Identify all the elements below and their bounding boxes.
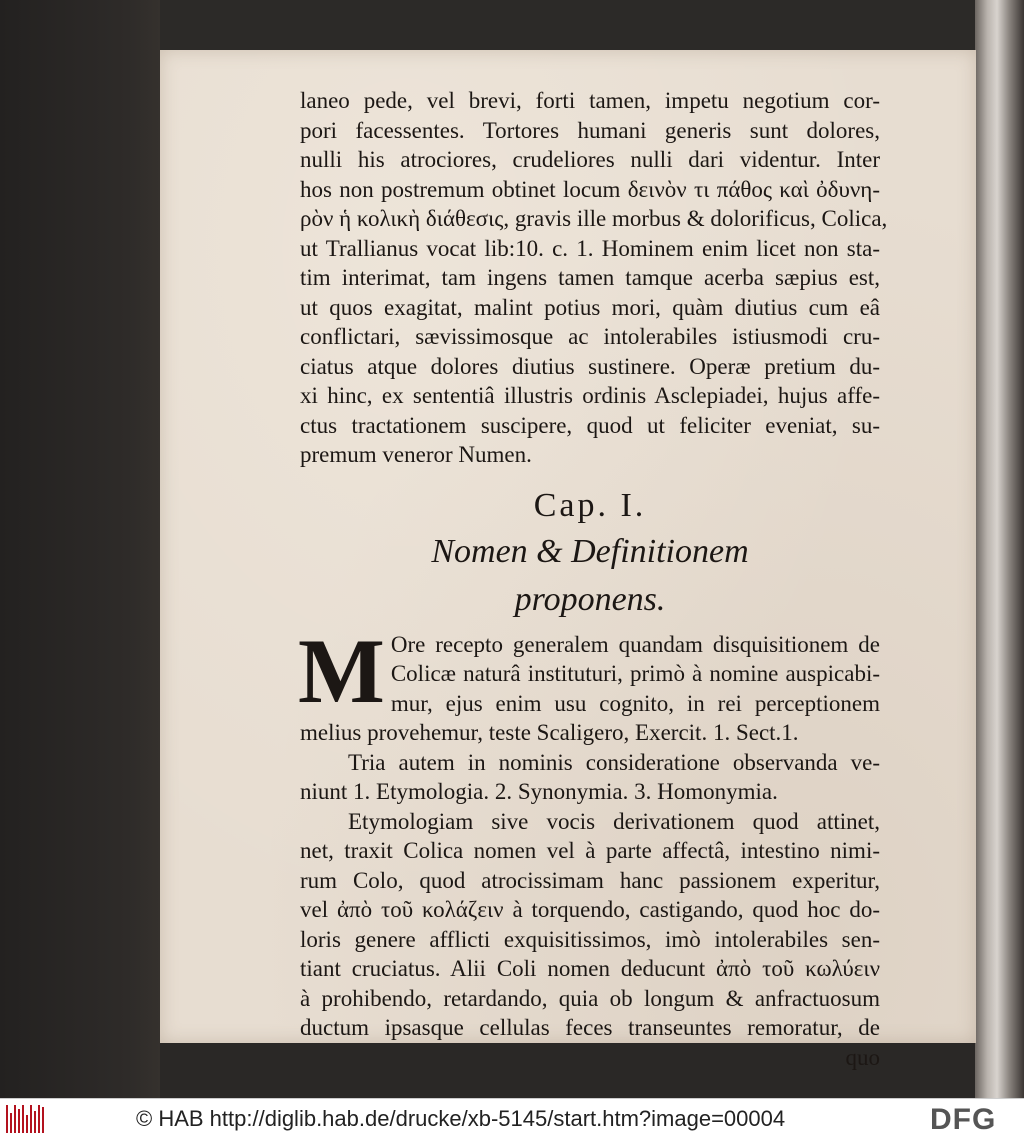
text-line: Colicæ naturâ instituturi, primò à nomine auspicabi- (390, 661, 880, 686)
text-line: hos non postremum obtinet locum δεινὸν τι πάθος καὶ ὀδυνη- (300, 176, 880, 202)
text-line: vel ἀπὸ τοῦ κολάζειν à torquendo, castigando, quod hoc do- (300, 897, 880, 922)
text-line: rum Colo, quod atrocissimam hanc passionem experitur, (300, 867, 880, 893)
hab-barcode-logo-icon (6, 1105, 46, 1133)
scan-background-top (160, 0, 980, 52)
text-line: xi hinc, ex sententiâ illustris ordinis Asclepiadei, hujus affe- (300, 383, 880, 408)
text-line: melius provehemur, teste Scaligero, Exercit. 1. Sect.1. (300, 720, 799, 745)
text-line: ctus tractationem suscipere, quod ut feliciter eveniat, su- (300, 412, 880, 438)
text-line: premum veneror Numen. (300, 442, 532, 467)
text-line: ciatus atque dolores diutius sustinere. Operæ pretium du- (300, 353, 880, 379)
text-line: laneo pede, vel brevi, forti tamen, impetu negotium cor- (300, 88, 880, 113)
paragraph-2 (300, 748, 880, 807)
text-line: niunt 1. Etymologia. 2. Synonymia. 3. Homonymia. (300, 779, 778, 804)
catchword-row (300, 1043, 880, 1073)
text-line: conflictari, sævissimosque ac intolerabiles istiusmodi cru- (300, 324, 880, 349)
scan-background-left (0, 0, 160, 1098)
book-page (160, 50, 976, 1070)
text-line: Tria autem in nominis consideratione observanda ve- (348, 749, 880, 775)
text-line: loris genere afflicti exquisitissimos, imò intolerabiles sen- (300, 926, 880, 952)
text-line: Etymologiam sive vocis derivationem quod attinet, (348, 808, 880, 834)
text-line: ρὸν ἡ κολικὴ διάθεσις, gravis ille morbus & dolorificus, Colica, (300, 206, 888, 231)
text-line: ut quos exagitat, malint potius mori, quàm diutius cum eâ (300, 294, 880, 320)
text-line: ductum ipsasque cellulas feces transeuntes remoratur, de (300, 1015, 880, 1040)
viewer-footer (0, 1098, 1024, 1140)
text-line: net, traxit Colica nomen vel à parte affectâ, intestino nimi- (300, 838, 880, 863)
page-text (298, 86, 888, 1073)
drop-cap: M (298, 619, 385, 722)
text-line: Ore recepto generalem quandam disquisitionem de (390, 631, 880, 657)
chapter-subtitle-continued: proponens. (514, 580, 666, 618)
book-edge-right (975, 0, 1024, 1098)
chapter-subtitle: Nomen & Definitionem (431, 532, 749, 570)
chapter-title: Cap. I. (533, 486, 647, 524)
catchword: quo (845, 1044, 880, 1070)
text-line: tim interimat, tam ingens tamen tamque acerba sæpius est, (300, 265, 880, 290)
intro-paragraph (300, 86, 888, 470)
text-line: à prohibendo, retardando, quia ob longum & anfractuosum (300, 985, 880, 1011)
text-line: nulli his atrociores, crudeliores nulli dari videntur. Inter (300, 147, 880, 172)
text-line: pori facessentes. Tortores humani generis sunt dolores, (300, 117, 880, 143)
paragraph-1 (298, 619, 880, 748)
copyright-url[interactable]: © HAB http://diglib.hab.de/drucke/xb-5145/start.htm?image=00004 (136, 1106, 786, 1131)
text-line: mur, ejus enim usu cognito, in rei perceptionem (390, 690, 880, 716)
dfg-logo: DFG (930, 1103, 997, 1136)
paragraph-3 (300, 807, 880, 1043)
text-line: tiant cruciatus. Alii Coli nomen deducunt ἀπὸ τοῦ κωλύειν (300, 956, 880, 981)
text-line: ut Trallianus vocat lib:10. c. 1. Hominem enim licet non sta- (300, 235, 880, 261)
